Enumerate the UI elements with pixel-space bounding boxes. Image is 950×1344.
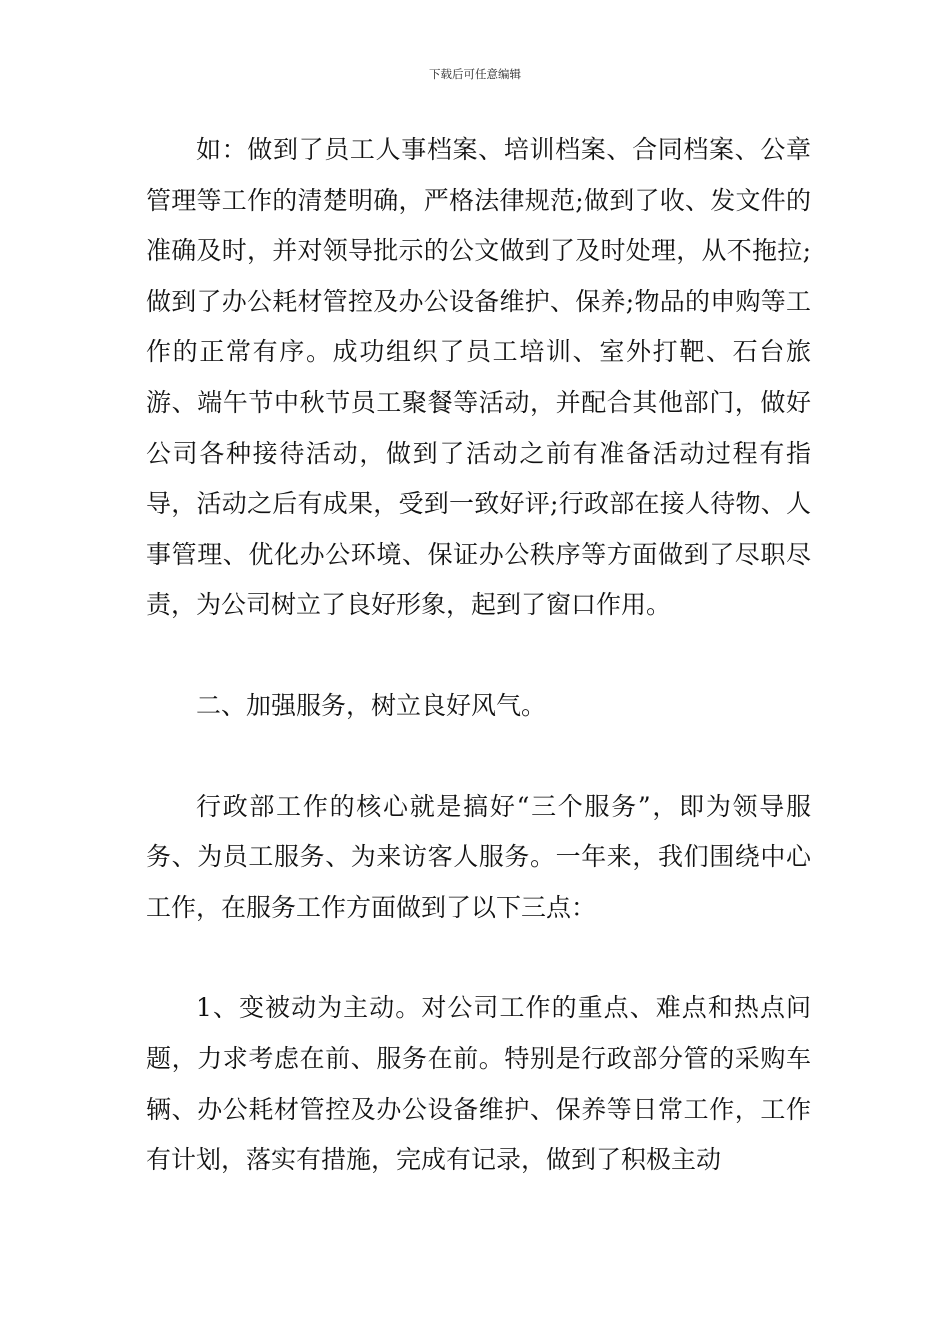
paragraph-gap: [146, 732, 811, 782]
paragraph-3: 1、变被动为主动。对公司工作的重点、难点和热点问题，力求考虑在前、服务在前。特别是行政部分管的采购车辆、办公耗材管控及办公设备维护、保养等日常工作，工作有计划，落实有措施，完成有记录，做到了积极主动: [146, 993, 811, 1175]
paragraph-2: 行政部工作的核心就是搞好“三个服务”，即为领导服务、为员工服务、为来访客人服务。一年来，我们围绕中心工作，在服务工作方面做到了以下三点：: [146, 791, 811, 922]
document-body: [146, 125, 811, 1186]
page-header: 下载后可任意编辑: [429, 67, 521, 81]
paragraph-1: 如：做到了员工人事档案、培训档案、合同档案、公章管理等工作的清楚明确，严格法律规范;做到了收、发文件的准确及时，并对领导批示的公文做到了及时处理，从不拖拉;做到了办公耗材管控及办公设备维护、保养;物品的申购等工作的正常有序。成功组织了员工培训、室外打靶、石台旅游、端午节中秋节员工聚餐等活动，并配合其他部门，做好公司各种接待活动，做到了活动之前有准备活动过程有指导，活动之后有成果，受到一致好评;行政部在接人待物、人事管理、优化办公环境、保证办公秩序等方面做到了尽职尽责，为公司树立了良好形象，起到了窗口作用。: [146, 135, 811, 620]
paragraph-gap: [146, 933, 811, 983]
paragraph-gap: [146, 631, 811, 681]
section-heading: 二、加强服务，树立良好风气。: [196, 690, 547, 720]
